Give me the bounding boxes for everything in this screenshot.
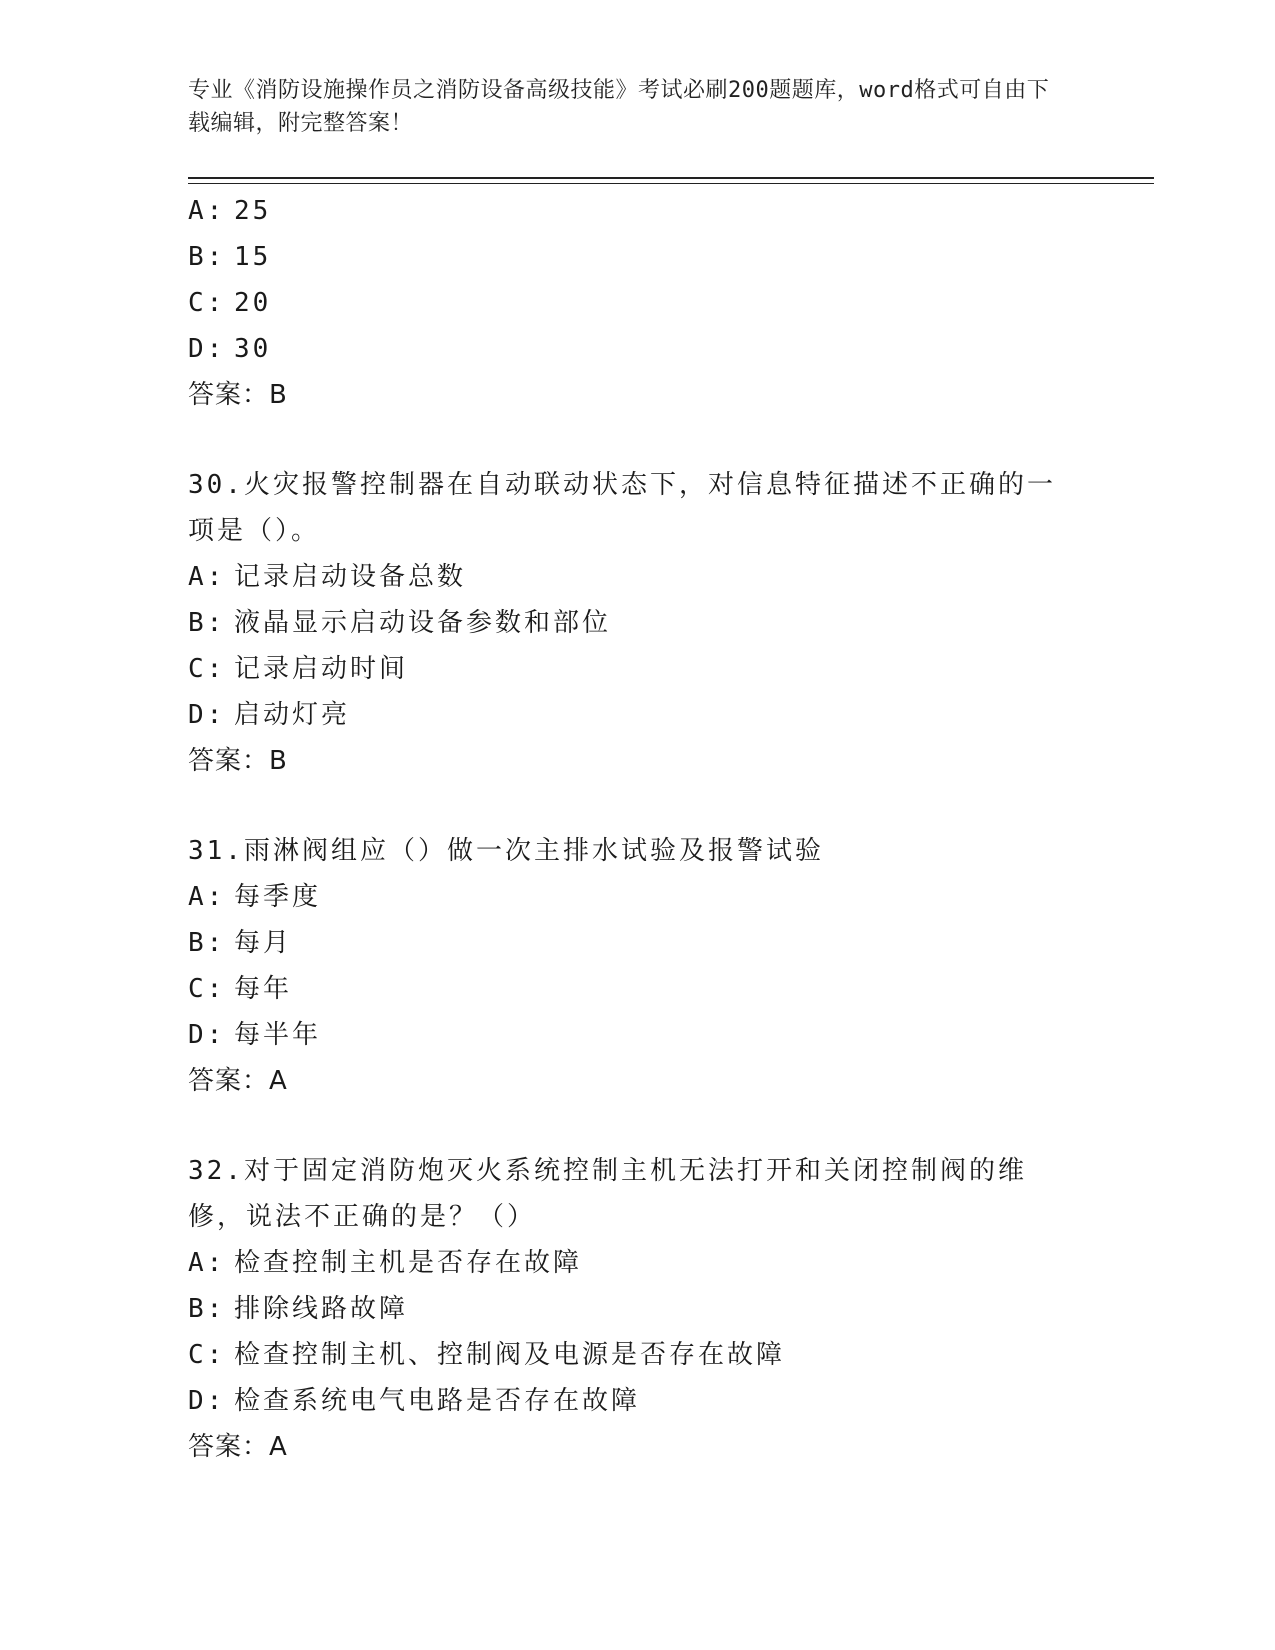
question-stem: 火灾报警控制器在自动联动状态下，对信息特征描述不正确的一项是（）。 — [188, 470, 1056, 546]
option-b — [188, 234, 1088, 280]
option-d — [188, 326, 1088, 372]
option-letter: B: — [188, 608, 226, 638]
option-text: 记录启动时间 — [234, 654, 409, 684]
option-text: 排除线路故障 — [234, 1294, 409, 1324]
answer-line — [188, 738, 1088, 784]
answer-value: B — [269, 746, 288, 776]
option-letter: B: — [188, 928, 226, 958]
document-body — [188, 188, 1088, 1470]
header-text: 专业《消防设施操作员之消防设备高级技能》考试必刷200题题库，word格式可自由下载编辑，附完整答案！ — [188, 78, 1050, 136]
option-text: 启动灯亮 — [234, 700, 351, 730]
option-b — [188, 920, 1088, 966]
option-letter: A: — [188, 1248, 226, 1278]
option-letter: D: — [188, 1386, 226, 1416]
question-stem: 对于固定消防炮灭火系统控制主机无法打开和关闭控制阀的维修，说法不正确的是？（） — [188, 1156, 1027, 1232]
option-text: 20 — [234, 288, 272, 318]
option-a — [188, 1240, 1088, 1286]
option-letter: B: — [188, 242, 226, 272]
option-letter: A: — [188, 196, 226, 226]
option-text: 液晶显示启动设备参数和部位 — [234, 608, 612, 638]
answer-value: B — [269, 380, 288, 410]
option-d — [188, 692, 1088, 738]
option-letter: A: — [188, 562, 226, 592]
option-text: 每半年 — [234, 1020, 322, 1050]
option-letter: C: — [188, 288, 226, 318]
question-30 — [188, 462, 1088, 784]
question-32 — [188, 1148, 1088, 1470]
option-c — [188, 1332, 1088, 1378]
option-letter: A: — [188, 882, 226, 912]
option-c — [188, 646, 1088, 692]
option-c — [188, 280, 1088, 326]
header-divider-thin — [188, 183, 1154, 184]
option-text: 记录启动设备总数 — [234, 562, 467, 592]
option-a — [188, 188, 1088, 234]
option-text: 每季度 — [234, 882, 322, 912]
option-c — [188, 966, 1088, 1012]
option-b — [188, 1286, 1088, 1332]
header-divider-thick — [188, 177, 1154, 179]
option-text: 检查控制主机是否存在故障 — [234, 1248, 583, 1278]
document-header — [188, 74, 1068, 140]
question-text — [188, 462, 1068, 554]
option-letter: B: — [188, 1294, 226, 1324]
option-a — [188, 874, 1088, 920]
option-text: 30 — [234, 334, 272, 364]
answer-label: 答案： — [188, 746, 270, 776]
question-text — [188, 828, 1068, 874]
option-letter: C: — [188, 1340, 226, 1370]
option-letter: C: — [188, 974, 226, 1004]
option-text: 25 — [234, 196, 272, 226]
option-text: 15 — [234, 242, 272, 272]
answer-line — [188, 1058, 1088, 1104]
answer-value: A — [269, 1066, 288, 1096]
answer-value: A — [269, 1432, 288, 1462]
answer-label: 答案： — [188, 380, 270, 410]
question-31 — [188, 828, 1088, 1104]
option-text: 检查控制主机、控制阀及电源是否存在故障 — [234, 1340, 786, 1370]
option-text: 检查系统电气电路是否存在故障 — [234, 1386, 641, 1416]
question-text — [188, 1148, 1068, 1240]
answer-label: 答案： — [188, 1432, 270, 1462]
question-number: 32. — [188, 1156, 244, 1186]
option-letter: D: — [188, 334, 226, 364]
answer-label: 答案： — [188, 1066, 270, 1096]
option-d — [188, 1012, 1088, 1058]
question-stem: 雨淋阀组应（）做一次主排水试验及报警试验 — [243, 836, 824, 866]
answer-line — [188, 1424, 1088, 1470]
option-a — [188, 554, 1088, 600]
option-text: 每月 — [234, 928, 293, 958]
answer-line — [188, 372, 1088, 418]
option-d — [188, 1378, 1088, 1424]
option-b — [188, 600, 1088, 646]
question-number: 31. — [188, 836, 244, 866]
option-text: 每年 — [234, 974, 293, 1004]
question-number: 30. — [188, 470, 244, 500]
option-letter: D: — [188, 700, 226, 730]
option-letter: C: — [188, 654, 226, 684]
question-partial — [188, 188, 1088, 418]
option-letter: D: — [188, 1020, 226, 1050]
